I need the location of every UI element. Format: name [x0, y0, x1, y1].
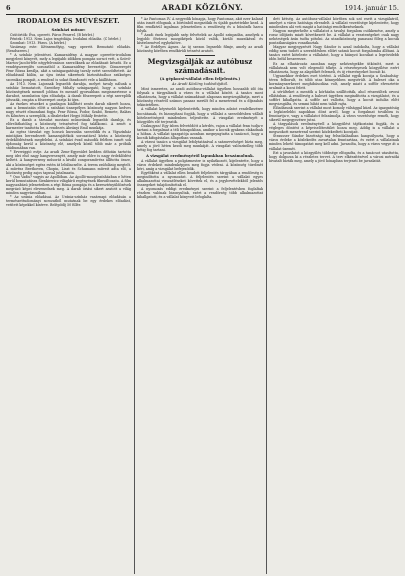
- paragraph: Ezt a javaslatot a közgyűlés többsége elfogadta, és a tanácsot utasította, hogy dolgozza ki a részletes tervet. A terv elkészítésével a városi mérnöki hivatalt bízták meg, amely a jövő hónapban terjeszti be javaslatát.: [269, 150, 399, 163]
- paragraph: Csakugyan! Egy ízben felvetődött a kérdés, vajon a vállalat fenn tudja-e tartani a forgalmat a téli hónapokban, amikor a kocsik gyakran elakadnak a hóban. A vállalat igazgatója azonban megnyugtatta a tanácsot, hogy a kocsik kifogástalan állapotban vannak.: [137, 123, 263, 140]
- section-subheading: Színházi műsor:: [51, 27, 86, 32]
- paragraph: A vállalat ügyében a polgármester is nyilatkozott, kijelentette, hogy a város érdekeit mindenképpen meg fogja védeni. A közönség türelmét kéri, amíg a vizsgálat befejeződik.: [137, 158, 263, 172]
- paragraph: * A színház jelentései. Kamaraidény. A magyar operette-irodalom megjelent könyvét, mely a legújabb időkben pompás sorsot vett, a Szövő-Martos-Jacobi-féle négyfelvonásos szerzőknek az előadásait készíti. Ez a vendégszereplés sorozatból a Kamaraidény bevezetője. Címszerepét Fenr Rózsa kreálja, akit a színigazgatóság tavaly ezért szerződtetett. Az előadásnál külön, az újra óriási sikerének biztosításához szükséges szcenikai pompát, a rendező is sokat fáradozott vele a kiállításon.: [6, 53, 131, 82]
- paragraph: Nagyon megterhelte a vállalatot a tavalyi forgalom csökkenése, amely a rossz időjárás miatt következett be. A vállalat a veszteségeket csak nagy nehézségek árán tudta pótolni. Az utazóközönség panaszai főleg a kocsik pontatlanságára vonatkoztak.: [269, 29, 399, 46]
- paragraph: A vállalat képviselői kijelentették, hogy minden adatot rendelkezésre bocsátanak, és bizonyítani fogják, hogy a vállalat a szerződésben vállalt kötelezettségeit mindenben teljesítette. A vizsgálat eredményét a közgyűlés elé terjesztik.: [137, 107, 263, 124]
- paragraph: Strausser Sándor bizottsági tag felszólalásában hangsúlyozta, hogy a város érdeke a közlekedés zavartalan fenntartása, és ezért a vállalatnak minden lehető támogatást meg kell adni. Javasolta, hogy a város vegye át a vállalat üzemét.: [269, 134, 399, 151]
- paragraph: A sérülteket a mentők a kórházba szállították, ahol részesültek orvosi ellátásban. A rendőrség a baleset ügyében megindította a vizsgálatot, és a soffőrt kihallgatta. A soffőr azt vallotta, hogy a kocsit indulás előtt megvizsgálta, és semmi hibát nem talált rajta.: [269, 89, 399, 106]
- column-3: [269, 17, 399, 574]
- paragraph: Ez a darab a társulat mostani műsorának legszebb darabja, és előreláthatólag a közönség tetszésével fog találkozni. A zenét a karmester tanította be, a rendezés Ábrányi Emil munkája.: [6, 117, 131, 131]
- paragraph: * Erveriggió estje. Az aradi Zene-Egyesület kedden délután tartotta meg idei első nagy hangversenyét, amely már előre is nagy érdeklődést keltett. A hangverseny műsorát a kiváló zongoraművész állította össze, aki a közönséget egész estén át lebilincselte. A terem zsúfolásig megtelt. A művész Beethoven, Chopin, Liszt és Schumann műveit adta elő, a közönség pedig zajos tapssal jutalmazta.: [6, 150, 131, 175]
- paragraph: Az egész társulat egy hosszú kurzusba szerződik és a Vígszínház mintájára berendezett kamarajátékok sorozatával kíván a közönség érdeklődésének megfelelni. A színházi évad második felében ismét sok újdonság kerül a közönség elé, amelyek közül több már a próbák stádiumában van.: [6, 130, 131, 151]
- column-2: [137, 17, 263, 574]
- page-number: 6: [6, 4, 11, 12]
- article-tail: [137, 159, 263, 199]
- section-title: IRODALOM ÉS MŰVÉSZET.: [17, 17, 120, 25]
- article-byline: Az Aradi Közlöny tudósítójától.: [171, 81, 229, 86]
- column-1-text: [6, 33, 131, 207]
- separator: [185, 55, 215, 56]
- paragraph: Csütörtök: Éva, operett. Páros Fenrrel. (B bérlet.): [10, 33, 95, 37]
- paragraph: A városi tanács a vizsgálat lefolytatásával a számvevőséget bízta meg, amely a jövő héten kezdi meg munkáját. A vizsgálat valószínűleg több hétig fog tartani.: [137, 139, 263, 152]
- paragraph: Szombat: 1913. Páros. (A bérlet.): [10, 41, 67, 46]
- column-divider: [134, 17, 135, 574]
- paragraph: * Az Pantomas IV. A negyedik hónapja, hogy Pantomas, akit ezer kaland után ismét elfognak, a börtönből megszökik és újabb gaztettekbe kezd. A film rendkívül izgalmas jeleneteiben a rendőrség és a bűnözők harca folyik.: [137, 17, 263, 34]
- paragraph: * Az Erdélyes Ágnes. Az új szezon legszebb filmje, amely az aradi közönség körében rendkívüli tetszést aratott.: [137, 45, 263, 54]
- header-rule: [6, 14, 399, 15]
- paragraph: dett kétség. Az autóbusz-vállalat körében sok szó esett a vizsgálatról, amelyet a város hatósága elrendelt. A vállalat vezetősége kijelentette, hogy mindenben alá veti magát a hatósági rendelkezéseknek.: [269, 17, 399, 30]
- article-body: [137, 87, 263, 152]
- paragraph: Előadásunk szerint a vállalat most komoly válsággal küzd. Az igazgatóság a legközelebbi napokban dönt arról, hogy a forgalmat továbbra is fenntartja-e, vagy a vállalatot felszámolja. A város vezetősége reméli, hogy sikerül megegyezésre jutni.: [269, 106, 399, 123]
- paragraph: A tárgyalások eredményéről a közgyűlést tájékoztatni fogják, és a végleges döntést a képviselőtestület hozza meg. Addig is a vállalat a megszokott menetrend szerint közlekedteti kocsijait.: [269, 122, 399, 135]
- newspaper-title: ARADI KÖZLÖNY.: [161, 3, 244, 12]
- paragraph: * Quo Vadis? vagyis az Apollóban. Az Apolló-mozgószínházban e héten kerül bemutatásra Sienkiewicz világhírű regényének filmváltozata. A film nagyszabású jeleneteiben a régi Róma pompája és a keresztényüldözések megrázó képei elevenednek meg. A darab óriási sikert aratott a világ minden nagyvárosában.: [6, 174, 131, 195]
- paragraph: Ugyanekkor érdekes eset történt. A vállalat egyik kocsija a Szabadság-téren felborult, és több utas könnyebben megsérült. A baleset oka a kormányszerkezet meghibásodása volt, amely miatt a soffőr elvesztette uralmát a kocsi felett.: [269, 73, 399, 90]
- paragraph: Az énekes részeket a gazdagon kiállított zenés darab sikerét hozza, ami a bemutatás előtt a színházi ünnepélyes közönség nagyon kedves nagy részét elmondani fogja. Fenr Rózsa, Fodor, Szabó, Remete, Balázs és Kőmíves a szereplők, a díszleteket Hegyi Mihály festette.: [6, 101, 131, 118]
- article-note: A vizsgálat eredményéről lapunkban beszámolunk.: [145, 152, 255, 158]
- column-3-text: [269, 17, 399, 163]
- issue-date: 1914. január 15.: [344, 4, 399, 12]
- paragraph: Vasárnap este: Kétszemélyig, vagy operett. Bemutató előadás. (Rendszeres.): [6, 45, 131, 54]
- column-2-top-text: [137, 17, 263, 53]
- paragraph: * Az uránia előadásai. Az Uránia-színház vasárnapi előadásán a természettudományi sorozatból mutatnak be egy érdekes előadást, vetített képekkel kísérve. Belépődíj 50 fillér.: [6, 194, 131, 207]
- paragraph: Ez az elhatározás azonban nagy nehézségekbe ütközött, mert a vállalatnak nem volt elegendő tőkéje. A részvényesek közgyűlése ezért elhatározta, hogy az alaptőkét felemeli, és új részvényeket bocsát ki.: [269, 61, 399, 74]
- paragraph: Péntek: 1913. Nem Lajos tragédiája. Irodalmi előadás. (C bérlet.): [10, 37, 121, 42]
- paragraph: Egyébként a vállalat ellen beadott feljelentés tárgyában a rendőrség is megindította a nyomozást. A feljelentés szerint a vállalat egyes alkalmazottai visszaéléseket követtek el, és a jegybevételekből jelentős összegeket tulajdonítottak el.: [137, 171, 263, 188]
- article-subheadline: (A gépkocsi-vállalat ellen feljelentés.): [159, 75, 241, 81]
- paragraph: Mint ismeretes, az aradi autóbusz-vállalat ügyében hosszabb idő óta folynak a tárgyalások a város és a vállalat között. A tanács most elhatározta, hogy a vállalat számadásait alaposan megvizsgáltatja, mert a közönség részéről számos panasz merült fel a menetrend és a díjszabás tekintetében.: [137, 87, 263, 108]
- column-divider: [266, 17, 267, 574]
- paragraph: A nyomozás eddigi eredményei szerint a feljelentésben foglaltak részben valónak bizonyultak, ezért a rendőrség több alkalmazottat kihallgatott, és a vállalat könyveit lefoglalta.: [137, 187, 263, 200]
- paragraph: * Aradi ének legújabb szép felvételek az Apolló színpadán, amelyek a legjobb fővárosi mozgóképek közül valók, kiváló muzsikával és kísérőzenével egybekötve.: [137, 33, 263, 46]
- paragraph: Az 1913. Nem Lajosnak legszebb darabja, melyet tavaly nálunk a színház bemutatott, Szenthey Mihály színigazgató, hogy a színház közönségének mennél jobban és mennél gyorsabban megismertesse a darabot, szombaton újra előadatja. A darab főszerepeit a régi szereplők játsszák, csupán a főszerepet osztja ki újra.: [6, 81, 131, 102]
- paragraph: Magyar megjegyzését Nagy Sándor is azzal indokolta, hogy a vállalat eddig nem tudott a szerződésben előírt számú kocsit forgalomba állítani. A tanács ezért kötelezte a vállalatot, hogy a hiányzó kocsikat a legrövidebb időn belül beszerezze.: [269, 45, 399, 62]
- article-headline: Megvizsgálják az autóbusz számadásait.: [147, 57, 253, 75]
- column-1: [6, 17, 131, 574]
